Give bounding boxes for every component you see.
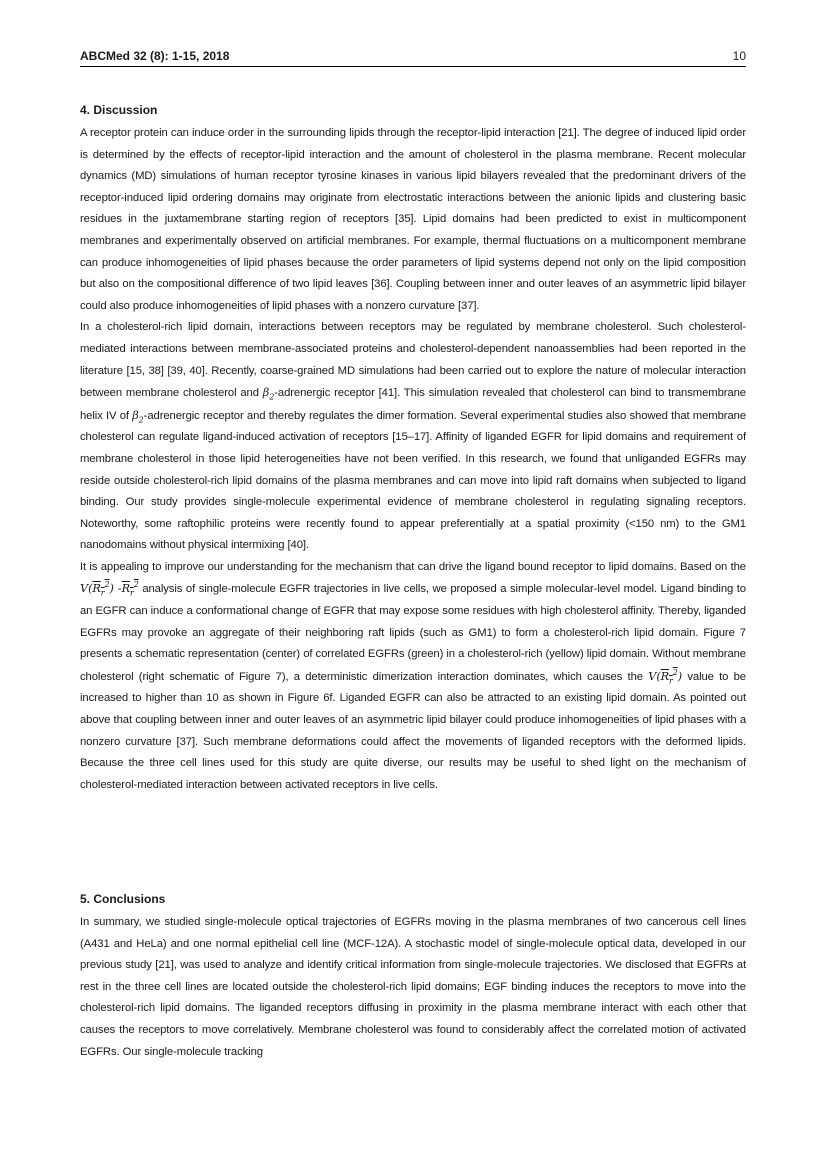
conclusions-paragraph-1: In summary, we studied single-molecule optical trajectories of EGFRs moving in the plasma membranes of two cancerous cell lines (A431 and HeLa) and one normal epithelial cell line (MCF-12A). A stochastic model of single-molecule optical data, developed in our previous study [21], was used to analyze and identify critical information from single-molecule trajectories. We disclosed that EGFRs at rest in the three cell lines are located outside the cholesterol-rich lipid domains; EGF binding induces the receptors to move into the cholesterol-rich lipid domains. The liganded receptors diffusing in proximity in the plasma membrane interact with each other that causes the receptors to move correlatively. Membrane cholesterol was found to considerably affect the correlated motion of activated EGFRs. Our single-molecule tracking xyxy=(80,916,746,1058)
discussion-paragraph-1: A receptor protein can induce order in the surrounding lipids through the receptor-lipid interaction [21]. The degree of induced lipid order is determined by the effects of receptor-lipid interaction and the amount of cholesterol in the plasma membrane. Recent molecular dynamics (MD) simulations of human receptor tyrosine kinases in various lipid bilayers revealed that the predominant drivers of the receptor-induced lipid ordering domains may originate from electrostatic interactions between the anionic lipids and clustering basic residues in the juxtamembrane starting region of receptors [35]. Lipid domains had been predicted to exist in multicomponent membranes and experimentally observed on artificial membranes. For example, thermal fluctuations on a multicomponent membrane can produce inhomogeneities of lipid phases because the order parameters of lipid systems depend not only on the lipid composition but also on the compositional difference of two lipid leaves [36]. Coupling between inner and outer leaves of an asymmetric lipid bilayer could also produce inhomogeneities of lipid phases with a nonzero curvature [37]. xyxy=(80,127,746,312)
discussion-paragraph-3-text-a: It is appealing to improve our understanding for the mechanism that can drive the ligand bound receptor to lipid domains. Based on the xyxy=(80,560,746,573)
variance-formula: $V(R_r^2)$ $-R_r^2$ xyxy=(80,580,139,598)
conclusions-heading: 5. Conclusions xyxy=(80,892,166,906)
journal-citation: ABCMed 32 (8): 1-15, 2018 xyxy=(80,49,230,63)
conclusions-body xyxy=(80,912,746,1063)
discussion-paragraph-3 xyxy=(80,557,746,797)
discussion-heading: 4. Discussion xyxy=(80,103,158,117)
page-number: 10 xyxy=(732,49,746,63)
beta-symbol: $\beta_2$ xyxy=(132,408,144,424)
running-header xyxy=(80,48,746,67)
document-page xyxy=(80,0,746,1169)
variance-formula: $V(R_r^2)$ xyxy=(648,668,683,686)
discussion-body xyxy=(80,123,746,796)
discussion-paragraph-2-text-c: -adrenergic receptor and thereby regulates the dimer formation. Several experimental studies also showed that membrane cholesterol can regulate ligand-induced activation of receptors [15–17]. Affinity of liganded EGFR for lipid domains and requirement of membrane cholesterol in those lipid heterogeneities have not been verified. In this research, we found that unliganded EGFRs may reside outside cholesterol-rich lipid domains of the plasma membranes and can move into lipid raft domains when subjected to ligand binding. Our study provides single-molecule experimental evidence of membrane cholesterol in regulating signaling receptors. Noteworthy, some raftophilic proteins were recently found to appear preferentially at a spatial proximity (<150 nm) to the GM1 nanodomains without physical intermixing [40]. xyxy=(80,409,747,552)
discussion-paragraph-3-text-c: value to be increased to higher than 10 as shown in Figure 6f. Liganded EGFR can also be attracted to an existing lipid domain. As pointed out above that coupling between inner and outer leaves of an asymmetric lipid bilayer could produce inhomogeneities of lipid phases with a nonzero curvature [37]. Such membrane deformations could affect the movements of liganded receptors with the deformed lipids. Because the three cell lines used for this study are quite diverse, our results may be useful to shed light on the mechanism of cholesterol-mediated interaction between activated receptors in live cells. xyxy=(80,670,746,791)
discussion-paragraph-2-text-b: -adrenergic receptor [41]. This simulation revealed that cholesterol can bind to transmembrane helix IV of xyxy=(80,387,746,422)
discussion-paragraph-2-text-a: In a cholesterol-rich lipid domain, interactions between receptors may be regulated by membrane cholesterol. Such cholesterol-mediated interactions between membrane-associated proteins and cholesterol-dependent nanoassemblies had been reported in the literature [15, 38] [39, 40]. Recently, coarse-grained MD simulations had been carried out to explore the nature of molecular interaction between membrane cholesterol and xyxy=(80,321,746,400)
discussion-paragraph-2 xyxy=(80,317,746,557)
beta-symbol: $\beta_2$ xyxy=(262,386,275,402)
discussion-paragraph-3-text-b: analysis of single-molecule EGFR trajectories in live cells, we proposed a simple molecular-level model. Ligand binding to an EGFR can induce a conformational change of EGFR that may expose some residues with high cholesterol affinity. Thereby, liganded EGFRs may provoke an aggregate of their neighboring raft lipids (such as GM1) to form a cholesterol-rich lipid domain. Figure 7 presents a schematic representation (center) of correlated EGFRs (green) in a cholesterol-rich (yellow) lipid domain. Without membrane cholesterol (right schematic of Figure 7), a deterministic dimerization interaction dominates, which causes the xyxy=(80,583,746,683)
